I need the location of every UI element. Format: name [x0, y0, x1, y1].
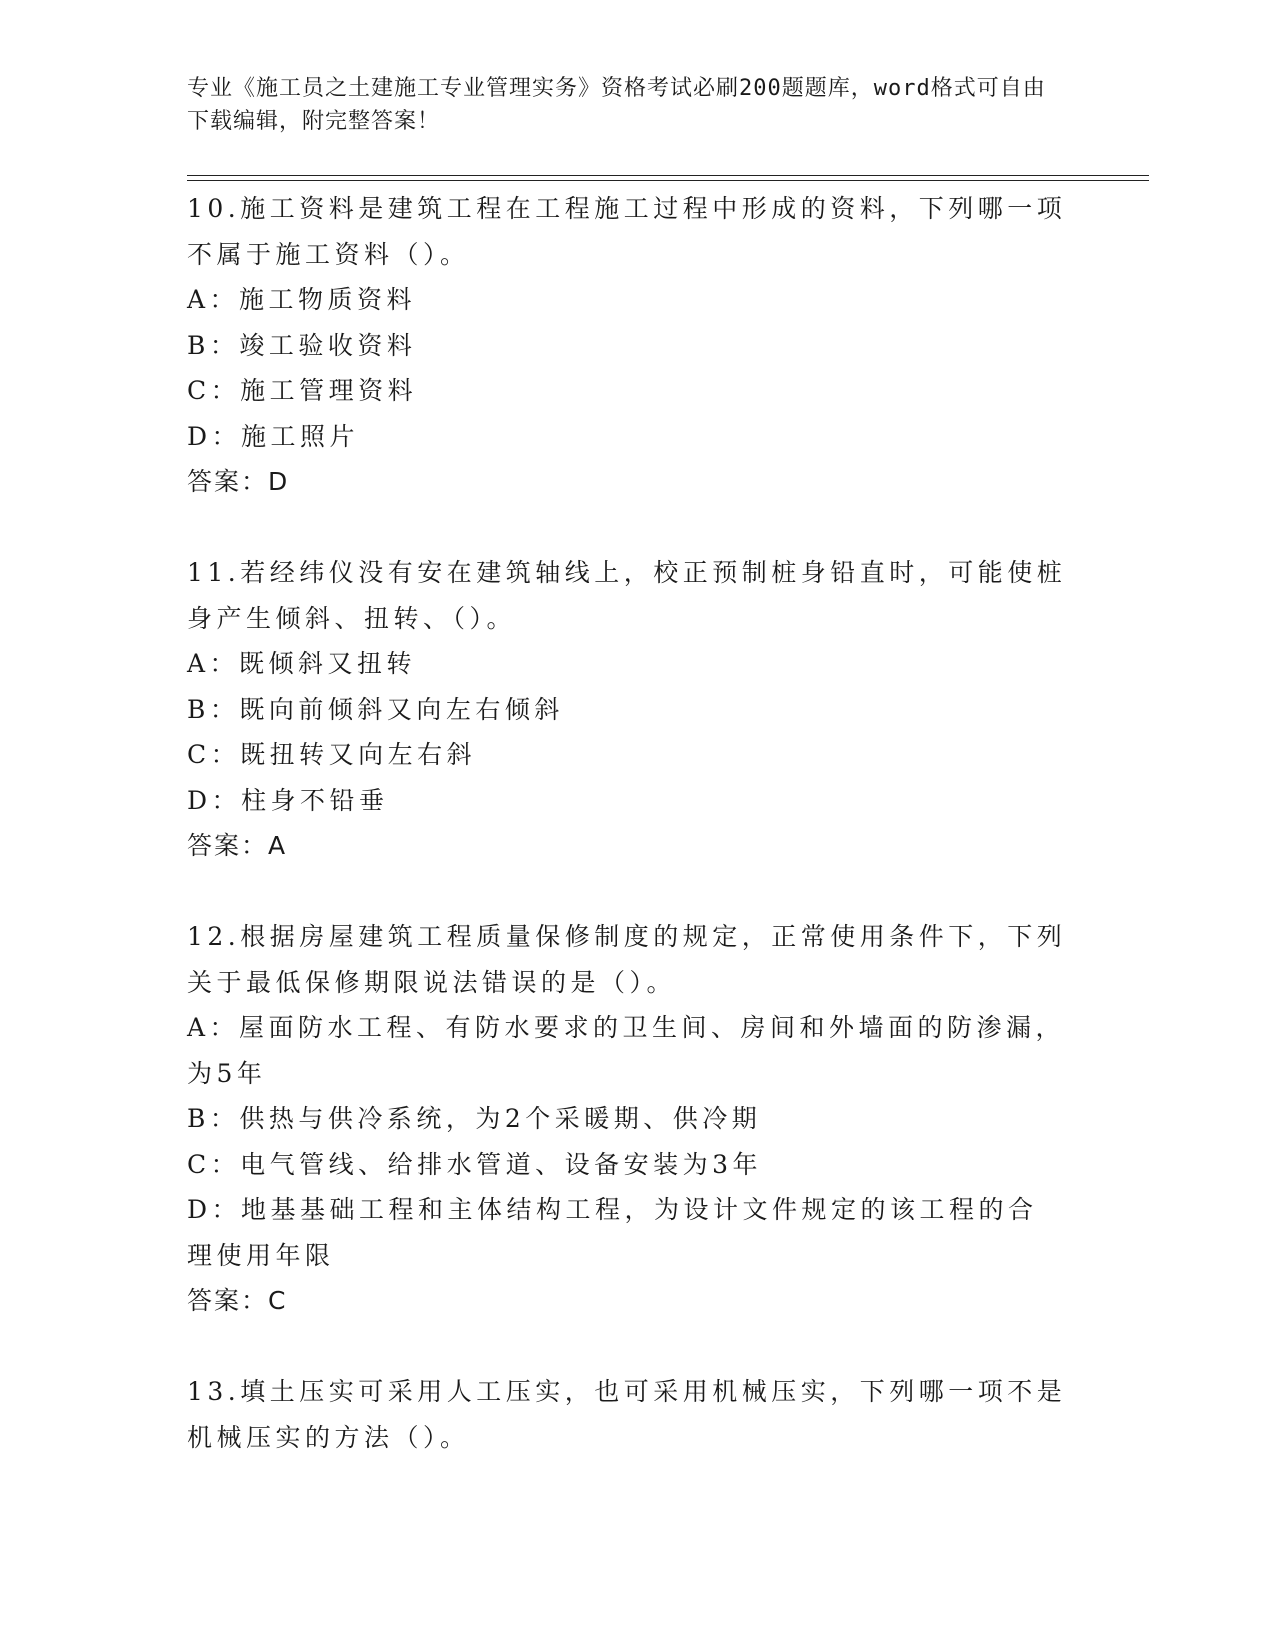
- question-stem: 10.施工资料是建筑工程在工程施工过程中形成的资料，下列哪一项不属于施工资料（）。: [187, 194, 1067, 269]
- option-c: C：既扭转又向左右斜: [187, 740, 477, 769]
- option-c: C：施工管理资料: [187, 376, 418, 405]
- question-gap: [187, 505, 1067, 551]
- option-a: A：施工物质资料: [187, 285, 417, 314]
- option-a: A：屋面防水工程、有防水要求的卫生间、房间和外墙面的防渗漏，为5年: [187, 1013, 1066, 1088]
- option-d: D：柱身不铅垂: [187, 785, 389, 815]
- answer: 答案：A: [187, 831, 288, 860]
- question-10: [187, 186, 1067, 505]
- option-d: D：地基基础工程和主体结构工程，为设计文件规定的该工程的合理使用年限: [187, 1195, 1038, 1270]
- question-11: [187, 550, 1067, 869]
- question-list: [187, 186, 1067, 1460]
- header-divider: [187, 175, 1149, 181]
- question-stem: 11.若经纬仪没有安在建筑轴线上，校正预制桩身铅直时，可能使桩身产生倾斜、扭转、（）。: [187, 558, 1067, 633]
- answer: 答案：C: [187, 1286, 288, 1315]
- question-gap: [187, 1324, 1067, 1370]
- option-a: A：既倾斜又扭转: [187, 649, 417, 678]
- question-12: [187, 914, 1067, 1324]
- option-b: B：既向前倾斜又向左右倾斜: [187, 694, 564, 724]
- question-stem: 12.根据房屋建筑工程质量保修制度的规定，正常使用条件下，下列关于最低保修期限说法错误的是（）。: [187, 922, 1067, 997]
- answer: 答案：D: [187, 467, 290, 496]
- option-b: B：供热与供冷系统，为2个采暖期、供冷期: [187, 1104, 762, 1133]
- question-stem: 13.填土压实可采用人工压实，也可采用机械压实，下列哪一项不是机械压实的方法（）。: [187, 1377, 1067, 1452]
- option-c: C：电气管线、给排水管道、设备安装为3年: [187, 1149, 763, 1179]
- option-b: B：竣工验收资料: [187, 330, 417, 360]
- question-13: [187, 1369, 1067, 1460]
- document-header: 专业《施工员之土建施工专业管理实务》资格考试必刷200题题库，word格式可自由下载编辑，附完整答案！: [187, 76, 1046, 134]
- question-gap: [187, 869, 1067, 915]
- option-d: D：施工照片: [187, 421, 360, 451]
